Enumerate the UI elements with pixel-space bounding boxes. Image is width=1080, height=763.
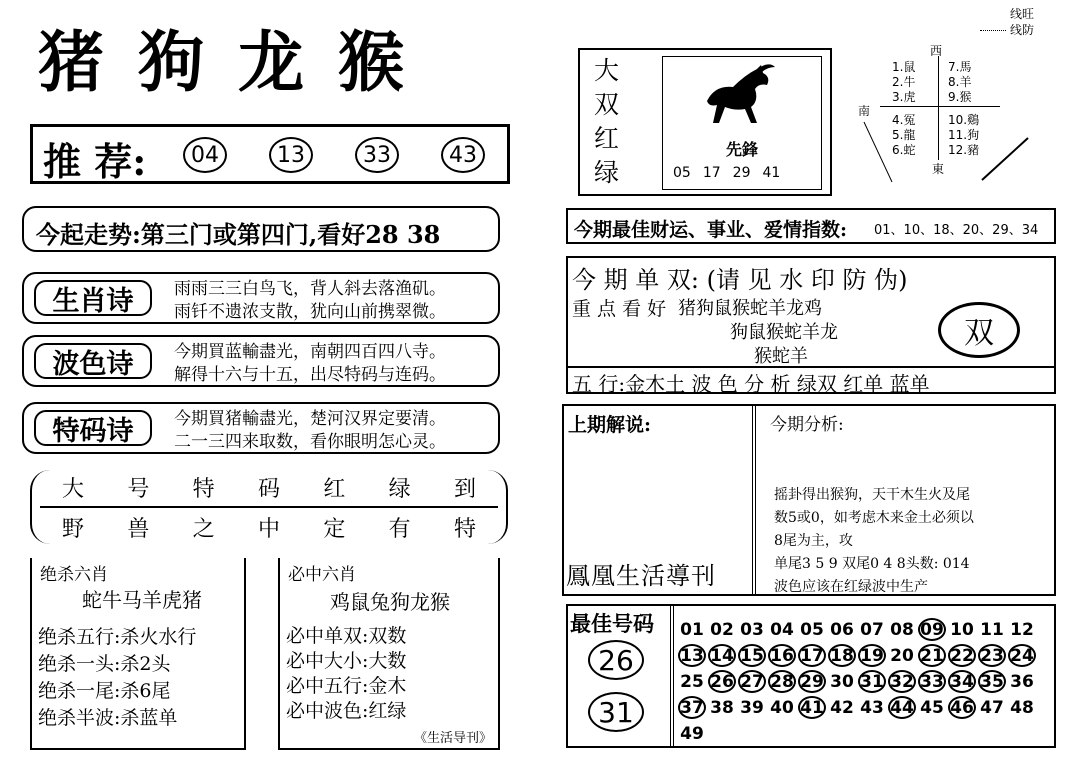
special-poem-box bbox=[22, 402, 500, 454]
top-right-notes bbox=[1010, 6, 1034, 38]
grid-number: 28 bbox=[768, 670, 796, 693]
row-value: 红绿 bbox=[368, 700, 407, 722]
grid-number: 32 bbox=[888, 670, 916, 693]
horse-side-chars bbox=[594, 54, 619, 190]
zodiac-entry: 3.虎 bbox=[892, 90, 916, 104]
grid-number: 47 bbox=[980, 697, 1004, 718]
must-row bbox=[286, 624, 406, 649]
fortune-box bbox=[566, 208, 1056, 244]
grid-number: 06 bbox=[830, 619, 854, 640]
zodiac-entry: 6.蛇 bbox=[892, 143, 916, 157]
grid-number: 37 bbox=[678, 696, 706, 719]
poem-line: 解得十六与十五，出尽特码与连码。 bbox=[174, 365, 446, 385]
row-value: 杀6尾 bbox=[120, 680, 171, 702]
grid-number: 15 bbox=[738, 644, 766, 667]
compass-grid bbox=[852, 42, 1052, 192]
grid-number: 44 bbox=[888, 696, 916, 719]
grid-number: 33 bbox=[918, 670, 946, 693]
number-grid bbox=[678, 618, 1048, 748]
must-rows bbox=[286, 624, 406, 724]
recommend-number: 13 bbox=[269, 137, 313, 173]
grid-number: 01 bbox=[680, 619, 704, 640]
poem-text bbox=[174, 408, 446, 454]
grid-number: 07 bbox=[860, 619, 884, 640]
trend-text: 今起走势:第三门或第四门,看好28 38 bbox=[36, 220, 441, 249]
poem-line: 雨雨三三白鸟飞，背人斜去落渔矶。 bbox=[174, 279, 446, 299]
kill-box bbox=[30, 558, 246, 750]
grid-number: 02 bbox=[710, 619, 734, 640]
row-label: 必中波色: bbox=[286, 700, 369, 722]
kill-rows bbox=[38, 624, 196, 732]
must-box bbox=[278, 558, 500, 750]
poem-line: 雨钎不遗浓支散，犹向山前携翠微。 bbox=[174, 302, 446, 322]
banner-char: 有 bbox=[388, 517, 411, 542]
grid-number: 11 bbox=[980, 619, 1004, 640]
compass-west: 西 bbox=[930, 44, 943, 58]
row-label: 绝杀一头: bbox=[38, 653, 121, 675]
banner-row-1 bbox=[62, 472, 476, 503]
horse-numbers bbox=[673, 165, 780, 181]
zodiac-entry: 1.鼠 bbox=[892, 60, 916, 74]
banner-divider bbox=[40, 506, 498, 508]
zodiac-entry: 9.猴 bbox=[948, 90, 972, 104]
grid-number: 49 bbox=[680, 723, 704, 744]
poem-tag: 生肖诗 bbox=[34, 280, 152, 316]
horse-number: 05 bbox=[673, 165, 691, 181]
grid-number: 31 bbox=[858, 670, 886, 693]
poem-text bbox=[174, 341, 446, 387]
grid-number: 34 bbox=[948, 670, 976, 693]
trend-box bbox=[22, 206, 500, 252]
grid-number: 23 bbox=[978, 644, 1006, 667]
analysis-line: 数5或0，如考虑木来金土必须以 bbox=[774, 510, 974, 526]
zodiac-entry: 4.冤 bbox=[892, 113, 916, 127]
page-title: 猪狗龙猴 bbox=[38, 23, 438, 101]
grid-number: 04 bbox=[770, 619, 794, 640]
kill-zodiac: 蛇牛马羊虎猪 bbox=[82, 588, 202, 612]
horse-number: 29 bbox=[732, 165, 751, 181]
analysis-text bbox=[774, 484, 974, 599]
zodiac-entry: 7.馬 bbox=[948, 60, 972, 74]
color-poem-box bbox=[22, 335, 500, 387]
row-label: 必中单双: bbox=[286, 625, 369, 647]
poem-line: 二一三四来取数，看你眼明怎心灵。 bbox=[174, 432, 446, 452]
brand-text: 鳳凰生活導刊 bbox=[566, 562, 716, 590]
horse-number: 41 bbox=[762, 165, 781, 181]
grid-number: 29 bbox=[798, 670, 826, 693]
row-label: 绝杀五行: bbox=[38, 626, 121, 648]
grid-number: 39 bbox=[740, 697, 764, 718]
recommend-number: 04 bbox=[183, 137, 227, 173]
grid-number: 40 bbox=[770, 697, 794, 718]
grid-number: 21 bbox=[918, 644, 946, 667]
kill-row bbox=[38, 651, 196, 678]
zodiac-entry: 5.龍 bbox=[892, 128, 916, 142]
banner-char: 绿 bbox=[388, 477, 411, 502]
grid-number: 16 bbox=[768, 644, 796, 667]
must-row bbox=[286, 699, 406, 724]
poem-line: 今期買蓝輸盡光，南朝四百四八寺。 bbox=[174, 342, 446, 362]
note-line: 线旺 bbox=[1010, 7, 1035, 21]
fortune-label: 今期最佳财运、事业、爱情指数: bbox=[574, 219, 848, 241]
grid-number: 46 bbox=[948, 696, 976, 719]
kill-row bbox=[38, 678, 196, 705]
banner-char: 中 bbox=[257, 517, 280, 542]
grid-number: 08 bbox=[890, 619, 914, 640]
kill-row bbox=[38, 705, 196, 732]
grid-number: 20 bbox=[890, 645, 914, 666]
row-value: 大数 bbox=[368, 650, 407, 672]
focus-line-3: 猴蛇羊 bbox=[754, 346, 808, 367]
grid-number: 35 bbox=[978, 670, 1006, 693]
grid-number: 26 bbox=[708, 670, 736, 693]
grid-number: 13 bbox=[678, 644, 706, 667]
analysis-line: 单尾3 5 9 双尾0 4 8头数: 014 bbox=[774, 556, 970, 572]
grid-number: 25 bbox=[680, 671, 704, 692]
zodiac-entry: 8.羊 bbox=[948, 75, 972, 89]
must-zodiac: 鸡鼠兔狗龙猴 bbox=[330, 590, 450, 614]
must-title: 必中六肖 bbox=[288, 565, 356, 585]
poem-text bbox=[174, 278, 446, 324]
zodiac-poem-box bbox=[22, 272, 500, 324]
grid-number: 22 bbox=[948, 644, 976, 667]
analysis-divider bbox=[752, 406, 756, 594]
zodiac-entry: 11.狗 bbox=[948, 128, 980, 142]
must-row bbox=[286, 674, 406, 699]
analysis-line: 摇卦得出猴狗，天干木生火及尾 bbox=[774, 487, 970, 503]
grid-number: 03 bbox=[740, 619, 764, 640]
number-row bbox=[678, 670, 1048, 694]
grid-number: 24 bbox=[1008, 644, 1036, 667]
side-char: 红 bbox=[594, 124, 620, 153]
recommend-number: 33 bbox=[355, 137, 399, 173]
grid-number: 36 bbox=[1010, 671, 1034, 692]
poem-tag: 波色诗 bbox=[34, 343, 152, 379]
focus-line-1: 猪狗鼠猴蛇羊龙鸡 bbox=[678, 298, 822, 319]
row-label: 必中五行: bbox=[286, 675, 369, 697]
side-char: 绿 bbox=[594, 158, 620, 187]
analysis-box bbox=[562, 404, 1056, 596]
banner-char: 兽 bbox=[127, 517, 150, 542]
note-line: 线防 bbox=[1010, 23, 1035, 37]
grid-number: 12 bbox=[1010, 619, 1034, 640]
fortune-numbers: 01、10、18、20、29、34 bbox=[874, 223, 1039, 238]
best-big-number: 26 bbox=[588, 640, 644, 680]
grid-number: 43 bbox=[860, 697, 884, 718]
row-label: 绝杀一尾: bbox=[38, 680, 121, 702]
grid-number: 38 bbox=[710, 697, 734, 718]
banner-char: 特 bbox=[453, 517, 476, 542]
row-value: 杀火水行 bbox=[120, 626, 197, 648]
oddeven-heading: 今 期 单 双: (请 见 水 印 防 伪) bbox=[572, 266, 908, 294]
row-value: 杀2头 bbox=[120, 653, 171, 675]
compass-diagonal-lines bbox=[852, 42, 1052, 192]
focus-line-2: 狗鼠猴蛇羊龙 bbox=[730, 322, 838, 343]
row-value: 杀蓝单 bbox=[120, 707, 178, 729]
recommend-number: 43 bbox=[441, 137, 485, 173]
number-row bbox=[678, 696, 1048, 720]
row-label: 绝杀半波: bbox=[38, 707, 121, 729]
grid-number: 05 bbox=[800, 619, 824, 640]
oddeven-box bbox=[566, 256, 1056, 394]
best-label: 最佳号码 bbox=[570, 611, 654, 636]
row-value: 金木 bbox=[368, 675, 407, 697]
grid-number: 09 bbox=[918, 618, 946, 641]
publication-footer: 《生活导刊》 bbox=[413, 731, 492, 746]
number-row bbox=[678, 644, 1048, 668]
number-row bbox=[678, 722, 1048, 746]
best-big-number: 31 bbox=[588, 692, 644, 732]
kill-title: 绝杀六肖 bbox=[40, 565, 108, 585]
grid-number: 19 bbox=[858, 644, 886, 667]
banner-char: 大 bbox=[62, 477, 85, 502]
banner-char: 特 bbox=[192, 477, 215, 502]
compass-south: 南 bbox=[858, 104, 871, 118]
grid-number: 45 bbox=[920, 697, 944, 718]
oddeven-footer: 五 行:金木土 波 色 分 析 绿双 红单 蓝单 bbox=[572, 372, 930, 396]
banner-char: 到 bbox=[453, 477, 476, 502]
grid-number: 42 bbox=[830, 697, 854, 718]
banner-char: 之 bbox=[192, 517, 215, 542]
analysis-line: 波色应该在红绿波中生产 bbox=[774, 579, 928, 595]
zodiac-entry: 2.牛 bbox=[892, 75, 916, 89]
recommend-label: 推 荐: bbox=[43, 139, 147, 184]
zodiac-entry: 12.豬 bbox=[948, 143, 980, 157]
best-divider bbox=[670, 606, 674, 746]
focus-label: 重 点 看 好 bbox=[572, 298, 667, 320]
horse-label: 先鋒 bbox=[725, 140, 758, 159]
compass-east: 東 bbox=[932, 162, 945, 176]
grid-number: 27 bbox=[738, 670, 766, 693]
poem-tag: 特码诗 bbox=[34, 410, 152, 446]
grid-number: 10 bbox=[950, 619, 974, 640]
banner-char: 号 bbox=[127, 477, 150, 502]
grid-number: 30 bbox=[830, 671, 854, 692]
last-period-label: 上期解说: bbox=[568, 414, 652, 436]
kill-row bbox=[38, 624, 196, 651]
analysis-line: 8尾为主，攻 bbox=[774, 533, 853, 549]
banner-char: 码 bbox=[257, 477, 280, 502]
row-value: 双数 bbox=[368, 625, 407, 647]
recommend-box bbox=[30, 124, 510, 184]
row-label: 必中大小: bbox=[286, 650, 369, 672]
horse-box bbox=[578, 48, 832, 196]
grid-number: 18 bbox=[828, 644, 856, 667]
recommend-numbers bbox=[183, 137, 485, 173]
side-char: 双 bbox=[594, 90, 620, 119]
horse-icon bbox=[699, 61, 779, 131]
horse-frame bbox=[662, 56, 822, 190]
banner-row-2 bbox=[62, 512, 476, 543]
zodiac-entry: 10.鷄 bbox=[948, 113, 980, 127]
poem-line: 今期買猪輸盡光，楚河汉界定要清。 bbox=[174, 409, 446, 429]
grid-number: 41 bbox=[798, 696, 826, 719]
grid-number: 17 bbox=[798, 644, 826, 667]
grid-number: 48 bbox=[1010, 697, 1034, 718]
banner-char: 红 bbox=[323, 477, 346, 502]
dotted-mark bbox=[980, 30, 1006, 31]
horse-number: 17 bbox=[702, 165, 721, 181]
this-period-label: 今期分析: bbox=[770, 415, 844, 435]
must-row bbox=[286, 649, 406, 674]
banner-box bbox=[30, 470, 508, 544]
grid-number: 14 bbox=[708, 644, 736, 667]
number-row bbox=[678, 618, 1048, 642]
oddeven-circle: 双 bbox=[938, 302, 1020, 358]
side-char: 大 bbox=[594, 56, 620, 85]
banner-char: 定 bbox=[323, 517, 346, 542]
banner-char: 野 bbox=[62, 517, 85, 542]
